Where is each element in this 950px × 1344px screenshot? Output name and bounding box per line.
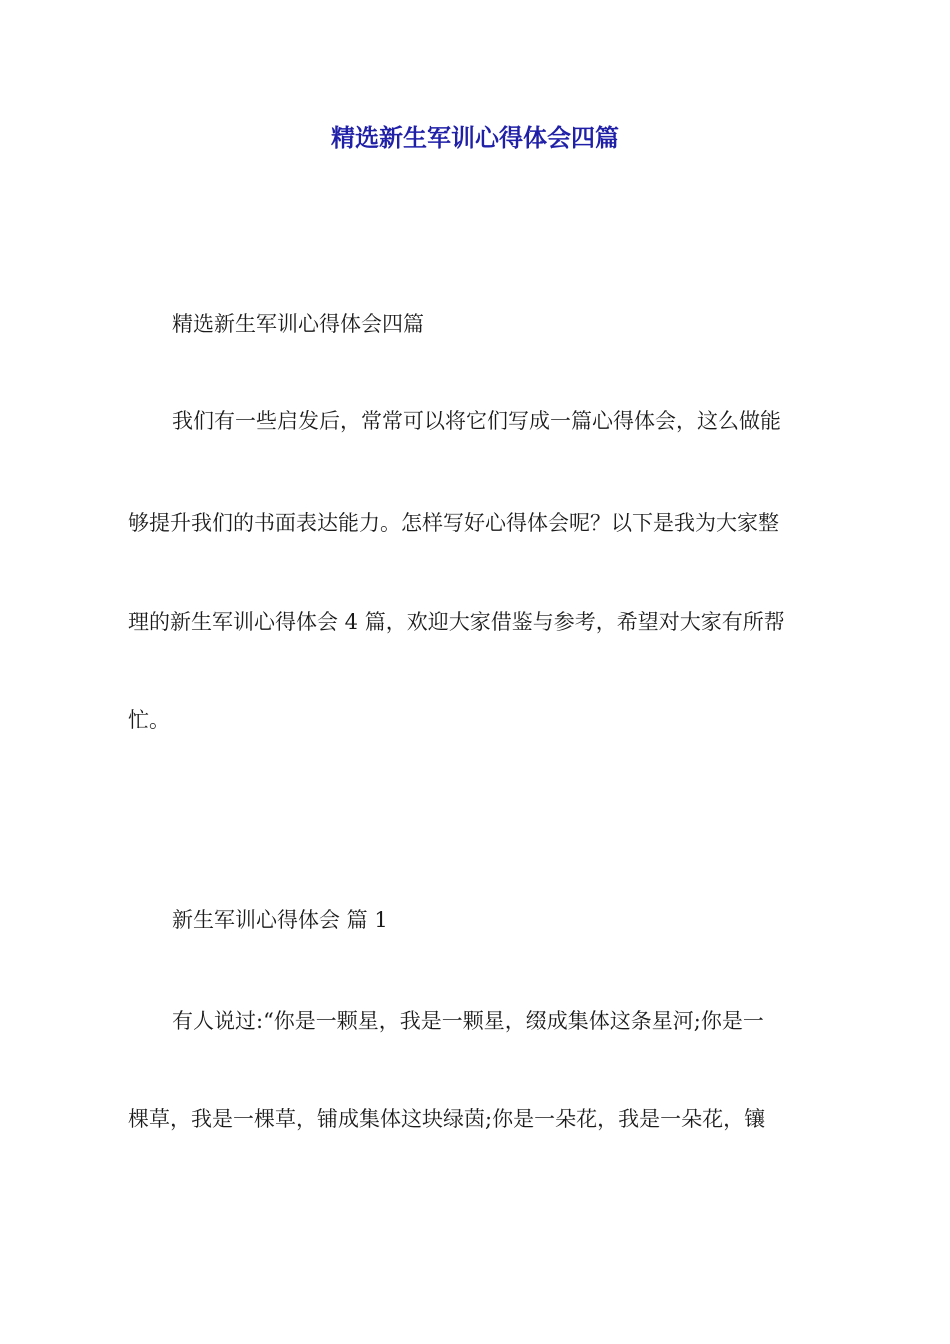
section1-line-1: 有人说过:“你是一颗星，我是一颗星，缀成集体这条星河;你是一 [172, 1009, 764, 1033]
intro-line-2: 够提升我们的书面表达能力。怎样写好心得体会呢？以下是我为大家整 [128, 511, 779, 535]
section-heading-1: 新生军训心得体会 篇 1 [172, 908, 388, 932]
intro-line-4: 忙。 [128, 708, 170, 732]
document-title: 精选新生军训心得体会四篇 [331, 124, 619, 152]
section1-line-2: 棵草，我是一棵草，铺成集体这块绿茵;你是一朵花，我是一朵花，镶 [128, 1107, 766, 1131]
intro-line-3: 理的新生军训心得体会 4 篇，欢迎大家借鉴与参考，希望对大家有所帮 [128, 610, 785, 634]
intro-line-1: 我们有一些启发后，常常可以将它们写成一篇心得体会，这么做能 [172, 409, 781, 433]
document-subtitle: 精选新生军训心得体会四篇 [172, 312, 424, 336]
